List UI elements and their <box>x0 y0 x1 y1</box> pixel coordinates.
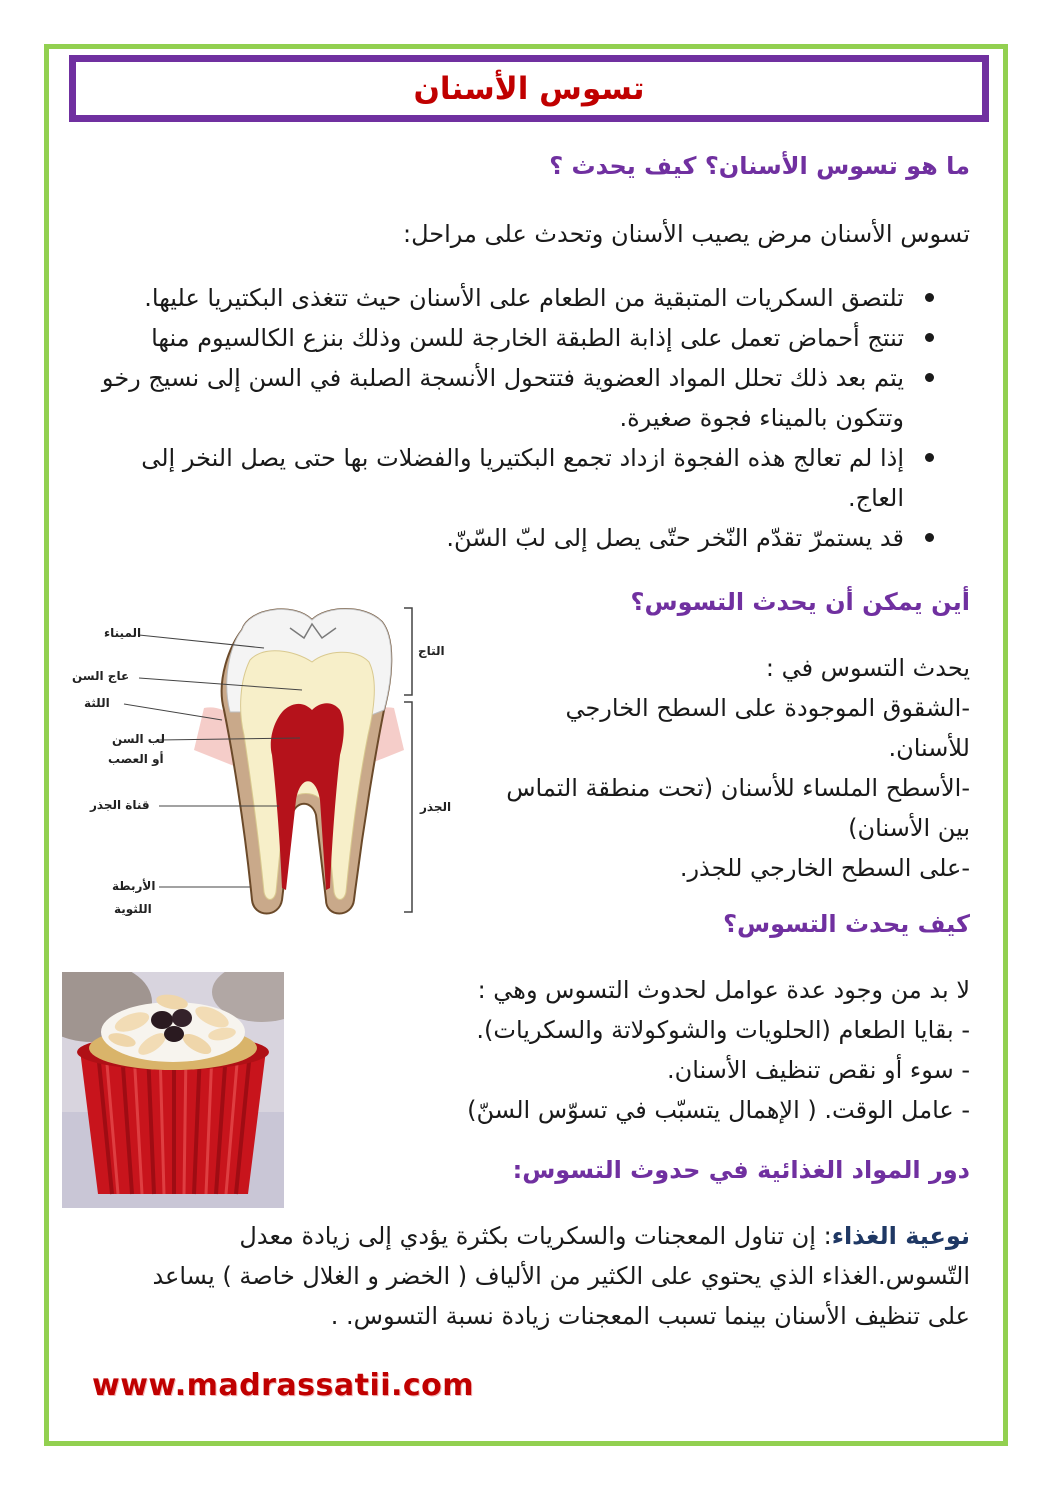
text-line: -الشقوق الموجودة على السطح الخارجي <box>565 694 970 722</box>
label-pulp-2: أو العصب <box>108 752 164 766</box>
text-line: يحدث التسوس في : <box>765 654 970 682</box>
text-line <box>152 1216 970 1256</box>
section4-paragraph <box>152 1216 970 1336</box>
section1-intro: تسوس الأسنان مرض يصيب الأسنان وتحدث على مراحل: <box>403 220 970 248</box>
bullet-item: تلتصق السكريات المتبقية من الطعام على الأسنان حيث تتغذى البكتيريا عليها. <box>90 278 970 318</box>
label-crown: التاج <box>418 644 445 658</box>
text-line: - عامل الوقت. ( الإهمال يتسبّب في تسوّس السنّ) <box>467 1096 970 1124</box>
text-line: على تنظيف الأسنان بينما تسبب المعجنات زيادة نسبة التسوس. . <box>330 1302 970 1330</box>
title-box <box>69 55 989 122</box>
text-line-rest: : إن تناول المعجنات والسكريات بكثرة يؤدي إلى زيادة معدل <box>239 1222 832 1250</box>
text-line: -على السطح الخارجي للجذر. <box>679 854 970 882</box>
text-line: التّسوس.الغذاء الذي يحتوي على الكثير من الألياف ( الخضر و الغلال خاصة ) يساعد <box>152 1262 970 1290</box>
label-dentin: عاج السن <box>72 669 130 683</box>
label-root-canal: قناة الجذر <box>90 798 150 812</box>
page-title: تسوس الأسنان <box>413 70 645 107</box>
section1-heading: ما هو تسوس الأسنان؟ كيف يحدث ؟ <box>549 152 970 180</box>
label-ligament-1: الأربطة <box>112 879 156 893</box>
section1-bullet-list <box>90 278 970 558</box>
text-line: لا بد من وجود عدة عوامل لحدوث التسوس وهي : <box>477 976 970 1004</box>
website-link[interactable]: www.madrassatii.com <box>92 1368 475 1403</box>
food-type-label: نوعية الغذاء <box>831 1222 970 1250</box>
label-ligament-2: اللثوية <box>114 902 152 916</box>
text-line: - سوء أو نقص تنظيف الأسنان. <box>666 1056 970 1084</box>
label-enamel: الميناء <box>104 626 142 640</box>
bullet-item: إذا لم تعالج هذه الفجوة ازداد تجمع البكتيريا والفضلات بها حتى يصل النخر إلى العاج. <box>90 438 970 518</box>
cupcake-image <box>62 972 284 1208</box>
text-line: للأسنان. <box>888 734 970 762</box>
text-line: -الأسطح الملساء للأسنان (تحت منطقة التماس <box>506 774 970 802</box>
tooth-diagram <box>64 600 464 930</box>
cupcake-illustration <box>62 972 284 1208</box>
text-line: بين الأسنان) <box>848 814 970 842</box>
section2-heading: أين يمكن أن يحدث التسوس؟ <box>630 588 970 616</box>
section3-lines <box>467 970 970 1130</box>
label-gum: اللثة <box>84 696 110 710</box>
bullet-item: تنتج أحماض تعمل على إذابة الطبقة الخارجة للسن وذلك بنزع الكالسيوم منها <box>90 318 970 358</box>
label-root: الجذر <box>420 800 452 814</box>
bullet-item: قد يستمرّ تقدّم النّخر حتّى يصل إلى لبّ السّنّ. <box>90 518 970 558</box>
section3-heading: كيف يحدث التسوس؟ <box>723 910 970 938</box>
label-pulp-1: لب السن <box>112 732 166 746</box>
section4-heading: دور المواد الغذائية في حدوث التسوس: <box>512 1156 970 1184</box>
text-line: - بقايا الطعام (الحلويات والشوكولاتة والسكريات). <box>476 1016 970 1044</box>
section2-lines <box>506 648 970 888</box>
bullet-item: يتم بعد ذلك تحلل المواد العضوية فتتحول الأنسجة الصلبة في السن إلى نسيج رخو وتتكون بالميناء فجوة صغيرة. <box>90 358 970 438</box>
